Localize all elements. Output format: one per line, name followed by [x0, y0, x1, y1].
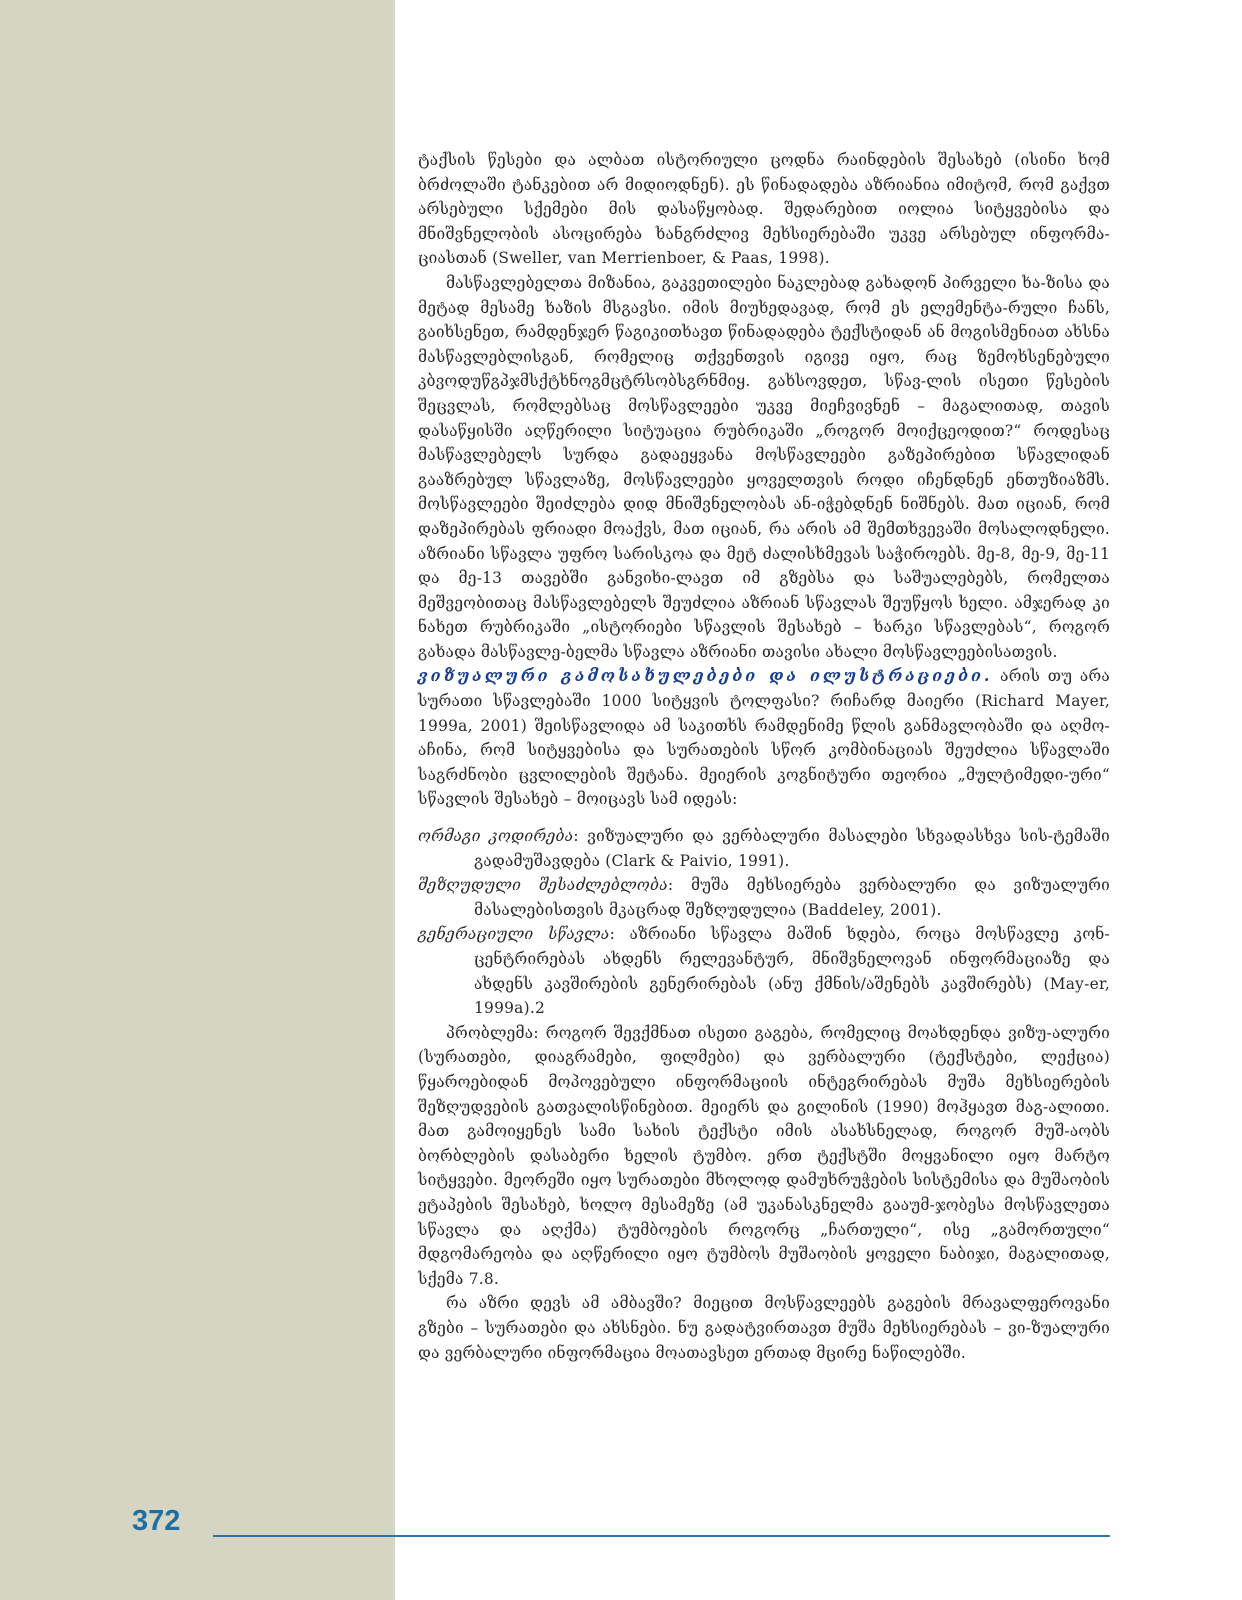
paragraph-2: მასწავლებელთა მიზანია, გაკვეთილები ნაკლებად გახადონ პირველი ხა-ზისა და მეტად მესამე ხაზის მსგავსი. იმის მიუხედავად, რომ ეს ელემენტა-რული ჩანს, გაიხსენეთ, რამდენჯერ წაგიკითხავთ წინადადება ტექსტიდან ან მოგისმენიათ ახსნა მასწავლებლისგან, რომელიც თქვენთვის იგივე იყო, რაც ზემოხსენებული კბვოდუწგპჯმსქტხნოგმცტრსობსგრნმიყ. გახსოვდეთ, სწავ-ლის ისეთი წესების შეცვლას, რომლებსაც მოსწავლეები უკვე მიეჩვივნენ – მაგალითად, თავის დასაწყისში აღწერილი სიტუაცია რუბრიკაში „როგორ მოიქცეოდით?“ როდესაც მასწავლებელს სურდა გადაეყვანა მოსწავლეები გაზეპირებით სწავლიდან გააზრებულ სწავლაზე, მოსწავლეები ყოველთვის როდი იჩენდნენ ენთუზიაზმს. მოსწავლეები შეიძლება დიდ მნიშვნელობას ან-იჭებდნენ ნიშნებს. მათ იციან, რომ დაზეპირებას ფრიადი მოაქვს, მათ იციან, რა არის ამ შემთხვევაში მოსალოდნელი. აზრიანი სწავლა უფრო სარისკოა და მეტ ძალისხმევას საჭიროებს. მე-8, მე-9, მე-11 და მე-13 თავებში განვიხი-ლავთ იმ გზებსა და საშუალებებს, რომელთა მეშვეობითაც მასწავლებელს შეუძლია აზრიან სწავლას შეუწყოს ხელი. ამჯერად კი ნახეთ რუბრიკაში „ისტორიები სწავლის შესახებ – ხარკი სწავლებას“, როგორ გახადა მასწავლე-ბელმა სწავლა აზრიანი თავისი ახალი მოსწავლეებისათვის. [418, 273, 1110, 661]
page-body [418, 148, 1110, 1365]
paragraph-1: ტაქსის წესები და ალბათ ისტორიული ცოდნა რაინდების შესახებ (ისინი ხომ ბრძოლაში ტანკებით არ მიდიოდნენ). ეს წინადადება აზრიანია იმიტომ, რომ გაქვთ არსებული სქემები მის დასაწყობად. შედარებით იოლია სიტყვებისა და მნიშვნელობის ასოცირება ხანგრძლივ მეხსიერებაში უკვე არსებულ ინფორმა-ციასთან (Sweller, van Merrienboer, & Paas, 1998). [418, 151, 1110, 268]
takeaway-paragraph: რა აზრი დევს ამ ამბავში? მიეცით მოსწავლეებს გაგების მრავალფეროვანი გზები – სურათები და ახსნები. ნუ გადატვირთავთ მუშა მეხსიერებას – ვი-ზუალური და ვერბალური ინფორმაცია მოათავსეთ ერთად მცირე ნაწილებში. [418, 1294, 1110, 1362]
footer-rule [213, 1535, 1110, 1537]
section-visual-images [418, 664, 1110, 812]
problem-paragraph: პრობლემა: როგორ შევქმნათ ისეთი გაგება, რომელიც მოახდენდა ვიზუ-ალური (სურათები, დიაგრამები, ფილმები) და ვერბალური (ტექსტები, ლექცია) წყაროებიდან მოპოვებული ინფორმაციის ინტეგრირებას მუშა მეხსიერების შეზღუდვების გათვალისწინებით. მეიერს და გილინის (1990) მოჰყავთ მაგ-ალითი. მათ გამოიყენეს სამი სახის ტექსტი იმის ასახსნელად, როგორ მუშ-აობს ბორბლების დასაბერი ხელის ტუმბო. ერთ ტექსტში მოყვანილი იყო მარტო სიტყვები. მეორეში იყო სურათები მხოლოდ დამუხრუჭების სისტემისა და მუშაობის ეტაპების შესახებ, ხოლო მესამეზე (ამ უკანასკნელმა გააუმ-ჯობესა მოსწავლეთა სწავლა და აღქმა) ტუმბოების როგორც „ჩართული“, ისე „გამორთული“ მდგომარეობა და აღწერილი იყო ტუმბოს მუშაობის ყოველი ნაბიჯი, მაგალითად, სქემა 7.8. [418, 1023, 1110, 1288]
section-heading: ვიზუალური გამოსახულებები და ილუსტრაციები. [418, 666, 993, 686]
definition-term: ორმაგი კოდირება [418, 827, 574, 846]
definition-item [418, 824, 1110, 873]
definition-text: : ვიზუალური და ვერბალური მასალები სხვადასხვა სის-ტემაში გადამუშავდება (Clark & Paivio, 1991). [474, 827, 1110, 870]
page-number: 372 [132, 1505, 181, 1537]
definition-list [418, 824, 1110, 1021]
definition-term: გენერაციული სწავლა [418, 925, 610, 944]
definition-item [418, 922, 1110, 1020]
definition-text: : მუშა მეხსიერება ვერბალური და ვიზუალური მასალებისთვის მკაცრად შეზღუდულია (Baddeley, 2001). [474, 876, 1110, 919]
definition-text: : აზრიანი სწავლა მაშინ ხდება, როცა მოსწავლე კონ-ცენტრირებას ახდენს რელევანტურ, მნიშვნელოვან ინფორმაციაზე და ახდენს კავშირების გენერირებას (ანუ ქმნის/აშენებს კავშირებს) (May-er, 1999a).2 [474, 925, 1110, 1018]
side-margin-band [0, 0, 395, 1600]
definition-term: შეზღუდული შესაძლებლობა [418, 876, 668, 895]
definition-item [418, 873, 1110, 922]
section-intro-text: არის თუ არა სურათი სწავლებაში 1000 სიტყვის ტოლფასი? რიჩარდ მაიერი (Richard Mayer, 1999a, 2001) შეისწავლიდა ამ საკითხს რამდენიმე წლის განმავლობაში და აღმო-აჩინა, რომ სიტყვებისა და სურათების სწორ კომბინაციას შეუძლია სწავლაში საგრძნობი ცვლილების შეტანა. მეიერის კოგნიტური თეორია „მულტიმედი-ური“ სწავლის შესახებ – მოიცავს სამ იდეას: [418, 667, 1111, 809]
